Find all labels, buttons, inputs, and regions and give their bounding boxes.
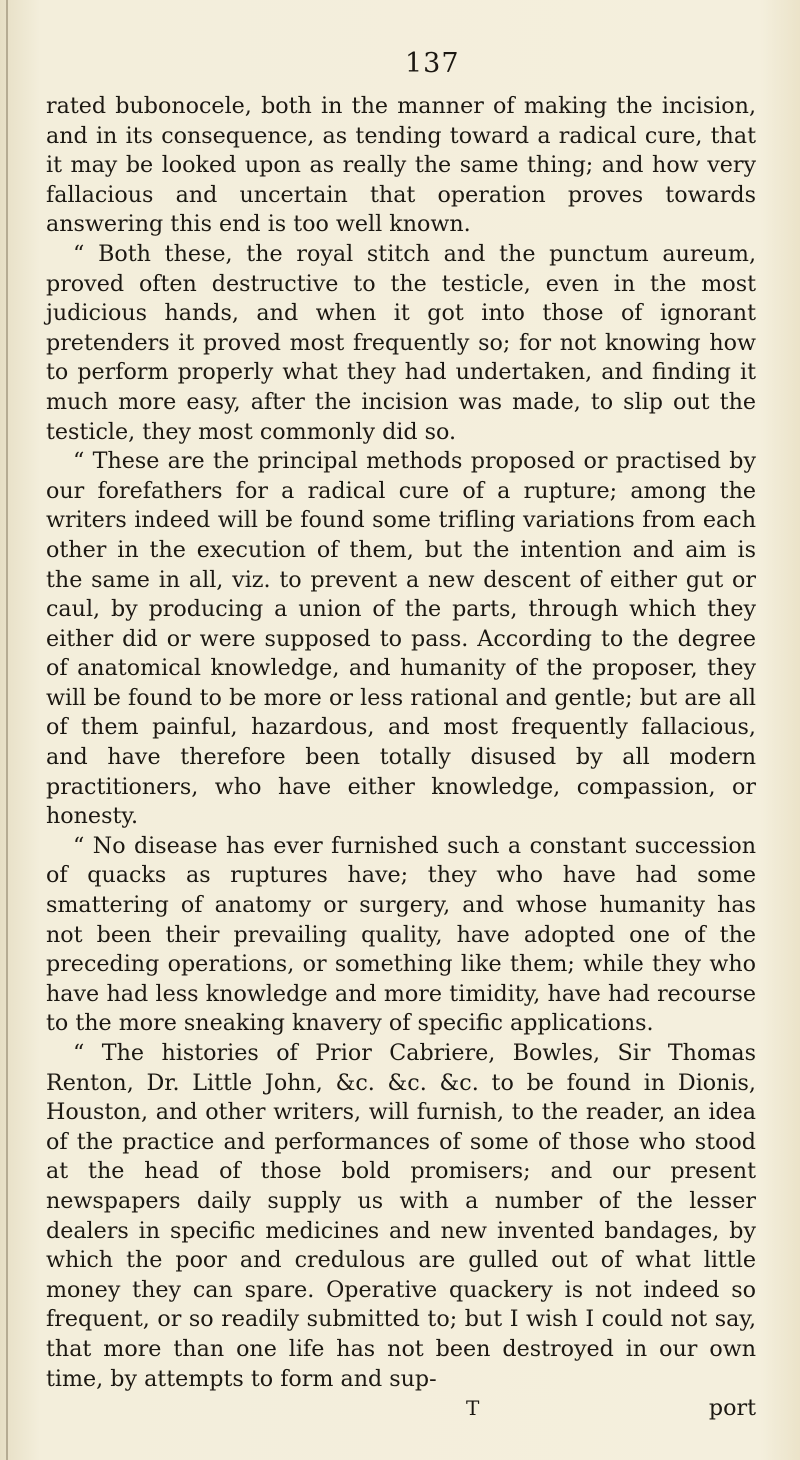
paragraph-histories: “ The histories of Prior Cabriere, Bowles, Sir Thomas Renton, Dr. Little John, &c. &c. &c. to be found in Dionis, Houston, and other writers, will furnish, to the reader, an idea of the practice and performances of some of those who stood at the head of those bold promisers; and our present newspapers daily supply us with a number of the lesser dealers in specific medicines and new invented bandages, by which the poor and credulous are gulled out of what little money they can spare. Operative quackery is not indeed so frequent, or so readily submitted to; but I wish I could not say, that more than one life has not been destroyed in our own time, by attempts to form and sup- <box>46 1040 756 1392</box>
paragraph-royal-stitch: “ Both these, the royal stitch and the punctum aureum, proved often destructive to the testicle, even in the most judicious hands, and when it got into those of ignorant pretenders it proved most frequently so; for not knowing how to perform properly what they had undertaken, and finding it much more easy, after the incision was made, to slip out the testicle, they most commonly did so. <box>46 240 756 445</box>
paragraph-continuation: rated bubonocele, both in the manner of making the incision, and in its consequence, as tending toward a radical cure, that it may be looked upon as really the same thing; and how very fallacious and uncertain that operation proves towards answering this end is too well known. <box>46 93 756 238</box>
catchword: port <box>708 1395 756 1421</box>
paragraph-principal-methods: “ These are the principal methods proposed or practised by our forefathers for a radical cure of a rupture; among the writers indeed will be found some trifling variations from each other in the execution of them, but the intention and aim is the same in all, viz. to prevent a new descent of either gut or caul, by producing a union of the parts, through which they either did or were supposed to pass. According to the degree of anatomical knowledge, and humanity of the proposer, they will be found to be more or less rational and gentle; but are all of them painful, hazardous, and most frequently fallacious, and have therefore been totally disused by all modern practitioners, who have either knowledge, compassion, or honesty. <box>46 448 756 830</box>
body-text <box>46 92 756 1394</box>
signature-mark: T <box>466 1396 480 1420</box>
footer-line <box>46 1394 756 1424</box>
paragraph-quacks: “ No disease has ever furnished such a constant succession of quacks as ruptures have; they who have had some smattering of anatomy or surgery, and whose humanity has not been their prevailing quality, have adopted one of the preceding operations, or something like them; while they who have had less knowledge and more timidity, have had recourse to the more sneaking knavery of specific applications. <box>46 832 756 1037</box>
page-number: 137 <box>405 48 460 79</box>
page-gutter-edge <box>6 0 8 1460</box>
